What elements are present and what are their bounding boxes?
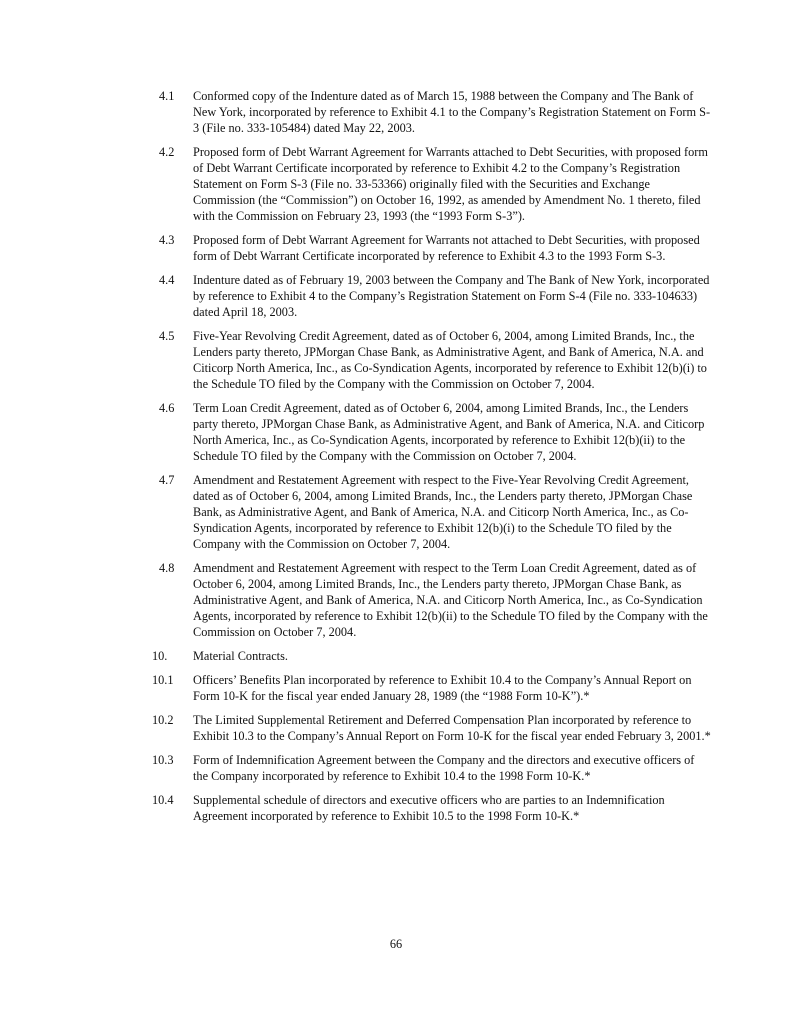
exhibit-description: The Limited Supplemental Retirement and Deferred Compensation Plan incorporated by reference to Exhibit 10.3 to the Company’s Annual Report on Form 10-K for the fiscal year ended February 3, 2001.* bbox=[193, 713, 711, 743]
exhibit-entry bbox=[152, 560, 712, 640]
exhibit-number: 4.8 bbox=[159, 561, 175, 575]
exhibit-description: Proposed form of Debt Warrant Agreement for Warrants not attached to Debt Securities, with proposed form of Debt Warrant Certificate incorporated by reference to Exhibit 4.3 to the 1993 Form S-3. bbox=[193, 233, 700, 263]
exhibit-entry bbox=[152, 400, 712, 464]
exhibit-description: Officers’ Benefits Plan incorporated by reference to Exhibit 10.4 to the Company’s Annual Report on Form 10-K for the fiscal year ended January 28, 1989 (the “1988 Form 10-K”).* bbox=[193, 673, 692, 703]
page-number: 66 bbox=[389, 937, 403, 951]
exhibit-description: Term Loan Credit Agreement, dated as of October 6, 2004, among Limited Brands, Inc., the Lenders party thereto, JPMorgan Chase Bank, as Administrative Agent, and Bank of America, N.A. and Citicorp North America, Inc., as Co-Syndication Agents, incorporated by reference to Exhibit 12(b)(ii) to the Schedule TO filed by the Company with the Commission on October 7, 2004. bbox=[193, 401, 705, 463]
exhibit-entry bbox=[152, 144, 712, 224]
exhibit-description: Conformed copy of the Indenture dated as of March 15, 1988 between the Company and The Bank of New York, incorporated by reference to Exhibit 4.1 to the Company’s Registration Statement on Form S-3 (File no. 333-105484) dated May 22, 2003. bbox=[193, 89, 711, 135]
exhibit-description: Supplemental schedule of directors and executive officers who are parties to an Indemnification Agreement incorporated by reference to Exhibit 10.5 to the 1998 Form 10-K.* bbox=[193, 793, 665, 823]
exhibit-description: Material Contracts. bbox=[193, 649, 288, 663]
exhibit-number: 4.1 bbox=[159, 89, 175, 103]
exhibit-entry bbox=[152, 472, 712, 552]
exhibit-description: Amendment and Restatement Agreement with respect to the Five-Year Revolving Credit Agreement, dated as of October 6, 2004, among Limited Brands, Inc., the Lenders party thereto, JPMorgan Chase Bank, as Administrative Agent, and Bank of America, N.A. and Citicorp North America, Inc., as Co-Syndication Agents, incorporated by reference to Exhibit 12(b)(i) to the Schedule TO filed by the Company with the Commission on October 7, 2004. bbox=[193, 473, 693, 551]
exhibit-entry bbox=[152, 328, 712, 392]
exhibit-number: 4.5 bbox=[159, 329, 175, 343]
exhibit-description: Amendment and Restatement Agreement with respect to the Term Loan Credit Agreement, dated as of October 6, 2004, among Limited Brands, Inc., the Lenders party thereto, JPMorgan Chase Bank, as Administrative Agent, and Bank of America, N.A. and Citicorp North America, Inc., as Co-Syndication Agents, incorporated by reference to Exhibit 12(b)(ii) to the Schedule TO filed by the Company with the Commission on October 7, 2004. bbox=[193, 561, 708, 639]
exhibit-number: 10.4 bbox=[152, 793, 174, 807]
exhibit-description: Proposed form of Debt Warrant Agreement for Warrants attached to Debt Securities, with proposed form of Debt Warrant Certificate incorporated by reference to Exhibit 4.2 to the Company’s Registration Statement on Form S-3 (File no. 33-53366) originally filed with the Securities and Exchange Commission (the “Commission”) on October 16, 1992, as amended by Amendment No. 1 thereto, filed with the Commission on February 23, 1993 (the “1993 Form S-3”). bbox=[193, 145, 708, 223]
exhibit-description: Form of Indemnification Agreement between the Company and the directors and executive officers of the Company incorporated by reference to Exhibit 10.4 to the 1998 Form 10-K.* bbox=[193, 753, 695, 783]
exhibit-number: 10.2 bbox=[152, 713, 174, 727]
exhibit-entry bbox=[152, 272, 712, 320]
exhibit-description: Five-Year Revolving Credit Agreement, dated as of October 6, 2004, among Limited Brands, Inc., the Lenders party thereto, JPMorgan Chase Bank, as Administrative Agent, and Bank of America, N.A. and Citicorp North America, Inc., as Co-Syndication Agents, incorporated by reference to Exhibit 12(b)(i) to the Schedule TO filed by the Company with the Commission on October 7, 2004. bbox=[193, 329, 707, 391]
exhibit-entry bbox=[152, 752, 712, 784]
exhibit-entry bbox=[152, 88, 712, 136]
exhibit-number: 10.1 bbox=[152, 673, 174, 687]
exhibit-entry bbox=[152, 672, 712, 704]
exhibit-number: 4.6 bbox=[159, 401, 175, 415]
exhibit-list bbox=[152, 88, 712, 832]
exhibit-number: 10. bbox=[152, 649, 168, 663]
exhibit-description: Indenture dated as of February 19, 2003 between the Company and The Bank of New York, incorporated by reference to Exhibit 4 to the Company’s Registration Statement on Form S-4 (File no. 333-104633) dated April 18, 2003. bbox=[193, 273, 710, 319]
exhibit-number: 4.4 bbox=[159, 273, 175, 287]
exhibit-number: 4.7 bbox=[159, 473, 175, 487]
exhibit-section-heading bbox=[152, 648, 712, 664]
exhibit-entry bbox=[152, 792, 712, 824]
exhibit-number: 4.2 bbox=[159, 145, 175, 159]
exhibit-number: 10.3 bbox=[152, 753, 174, 767]
exhibit-entry bbox=[152, 712, 712, 744]
exhibit-number: 4.3 bbox=[159, 233, 175, 247]
exhibit-entry bbox=[152, 232, 712, 264]
